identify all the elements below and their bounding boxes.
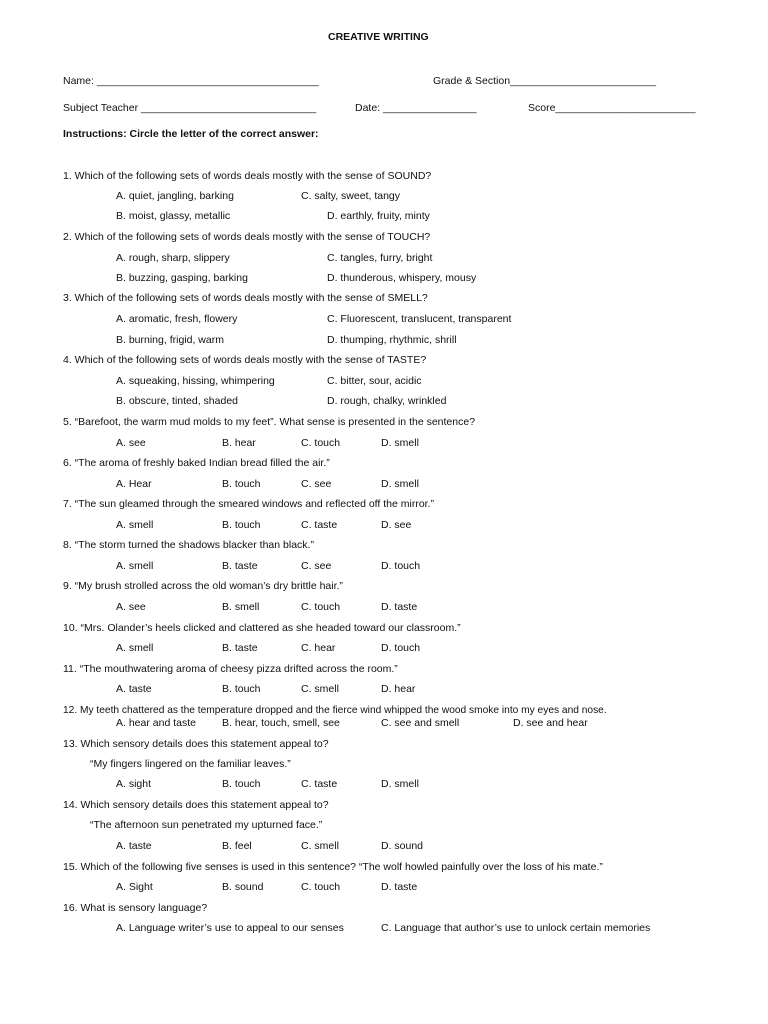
option: B. touch xyxy=(222,478,261,490)
option: A. hear and taste xyxy=(116,717,196,729)
option: A. aromatic, fresh, flowery xyxy=(116,313,238,325)
option: D. smell xyxy=(381,478,419,490)
question-2: 2. Which of the following sets of words deals mostly with the sense of TOUCH? xyxy=(63,231,431,243)
question-3: 3. Which of the following sets of words deals mostly with the sense of SMELL? xyxy=(63,292,428,304)
option: C. touch xyxy=(301,881,341,893)
option: C. taste xyxy=(301,778,338,790)
question-9: 9. “My brush strolled across the old woman’s dry brittle hair.” xyxy=(63,580,343,592)
option: B. touch xyxy=(222,519,261,531)
option: B. touch xyxy=(222,778,261,790)
name-field: Name: ______________________________________ xyxy=(63,75,319,87)
option: B. taste xyxy=(222,642,258,654)
worksheet-title: CREATIVE WRITING xyxy=(328,31,429,43)
option: B. hear, touch, smell, see xyxy=(222,717,340,729)
option: C. Language that author’s use to unlock certain memories xyxy=(381,922,651,934)
option: D. thumping, rhythmic, shrill xyxy=(327,334,457,346)
option: C. see and smell xyxy=(381,717,460,729)
option: C. see xyxy=(301,478,332,490)
score-field: Score________________________ xyxy=(528,102,696,114)
option: A. rough, sharp, slippery xyxy=(116,252,230,264)
option: C. touch xyxy=(301,437,341,449)
option: D. earthly, fruity, minty xyxy=(327,210,430,222)
option: D. touch xyxy=(381,560,421,572)
option: B. burning, frigid, warm xyxy=(116,334,224,346)
option: B. feel xyxy=(222,840,252,852)
option: D. smell xyxy=(381,437,419,449)
question-11: 11. “The mouthwatering aroma of cheesy pizza drifted across the room.” xyxy=(63,663,398,675)
option: A. see xyxy=(116,437,146,449)
option: B. taste xyxy=(222,560,258,572)
option: C. smell xyxy=(301,840,339,852)
option: D. rough, chalky, wrinkled xyxy=(327,395,447,407)
option: A. sight xyxy=(116,778,152,790)
subject-teacher-field: Subject Teacher ______________________________ xyxy=(63,102,317,114)
instructions: Instructions: Circle the letter of the correct answer: xyxy=(63,128,319,140)
grade-section-field: Grade & Section_________________________ xyxy=(433,75,657,87)
option: A. Hear xyxy=(116,478,152,490)
option: D. thunderous, whispery, mousy xyxy=(327,272,477,284)
question-8: 8. “The storm turned the shadows blacker than black.” xyxy=(63,539,314,551)
option: C. smell xyxy=(301,683,339,695)
option: C. Fluorescent, translucent, transparent xyxy=(327,313,512,325)
option: D. touch xyxy=(381,642,421,654)
question-5: 5. “Barefoot, the warm mud molds to my feet”. What sense is presented in the sentence? xyxy=(63,416,476,428)
option: A. Sight xyxy=(116,881,153,893)
option: A. taste xyxy=(116,840,152,852)
option: B. buzzing, gasping, barking xyxy=(116,272,248,284)
question-13: 13. Which sensory details does this statement appeal to? xyxy=(63,738,329,750)
option: D. see xyxy=(381,519,412,531)
option: A. smell xyxy=(116,560,154,572)
option: B. touch xyxy=(222,683,261,695)
option: B. hear xyxy=(222,437,256,449)
question-15: 15. Which of the following five senses is used in this sentence? “The wolf howled painfully over the loss of his mate.” xyxy=(63,861,603,873)
question-quote: “My fingers lingered on the familiar leaves.” xyxy=(90,758,291,770)
option: D. taste xyxy=(381,881,418,893)
question-16: 16. What is sensory language? xyxy=(63,902,208,914)
option: C. touch xyxy=(301,601,341,613)
option: C. tangles, furry, bright xyxy=(327,252,433,264)
option: C. taste xyxy=(301,519,338,531)
option: A. squeaking, hissing, whimpering xyxy=(116,375,275,387)
option: A. see xyxy=(116,601,146,613)
option: D. taste xyxy=(381,601,418,613)
option: C. salty, sweet, tangy xyxy=(301,190,401,202)
option: B. obscure, tinted, shaded xyxy=(116,395,238,407)
option: A. quiet, jangling, barking xyxy=(116,190,234,202)
option: A. smell xyxy=(116,519,154,531)
option: C. hear xyxy=(301,642,336,654)
option: C. bitter, sour, acidic xyxy=(327,375,422,387)
question-1: 1. Which of the following sets of words deals mostly with the sense of SOUND? xyxy=(63,170,432,182)
option: A. taste xyxy=(116,683,152,695)
date-field: Date: ________________ xyxy=(355,102,477,114)
option: A. Language writer’s use to appeal to our senses xyxy=(116,922,344,934)
option: A. smell xyxy=(116,642,154,654)
question-4: 4. Which of the following sets of words deals mostly with the sense of TASTE? xyxy=(63,354,427,366)
question-14: 14. Which sensory details does this statement appeal to? xyxy=(63,799,329,811)
question-6: 6. “The aroma of freshly baked Indian bread filled the air.” xyxy=(63,457,330,469)
option: B. moist, glassy, metallic xyxy=(116,210,231,222)
option: D. see and hear xyxy=(513,717,588,729)
option: D. smell xyxy=(381,778,419,790)
question-10: 10. “Mrs. Olander’s heels clicked and clattered as she headed toward our classroom.” xyxy=(63,622,461,634)
option: B. sound xyxy=(222,881,264,893)
question-quote: “The afternoon sun penetrated my upturned face.” xyxy=(90,819,323,831)
option: D. sound xyxy=(381,840,424,852)
option: D. hear xyxy=(381,683,416,695)
option: B. smell xyxy=(222,601,260,613)
question-12: 12. My teeth chattered as the temperature dropped and the fierce wind whipped the wood smoke into my eyes and nose. xyxy=(63,705,607,716)
question-7: 7. “The sun gleamed through the smeared windows and reflected off the mirror.” xyxy=(63,498,435,510)
option: C. see xyxy=(301,560,332,572)
